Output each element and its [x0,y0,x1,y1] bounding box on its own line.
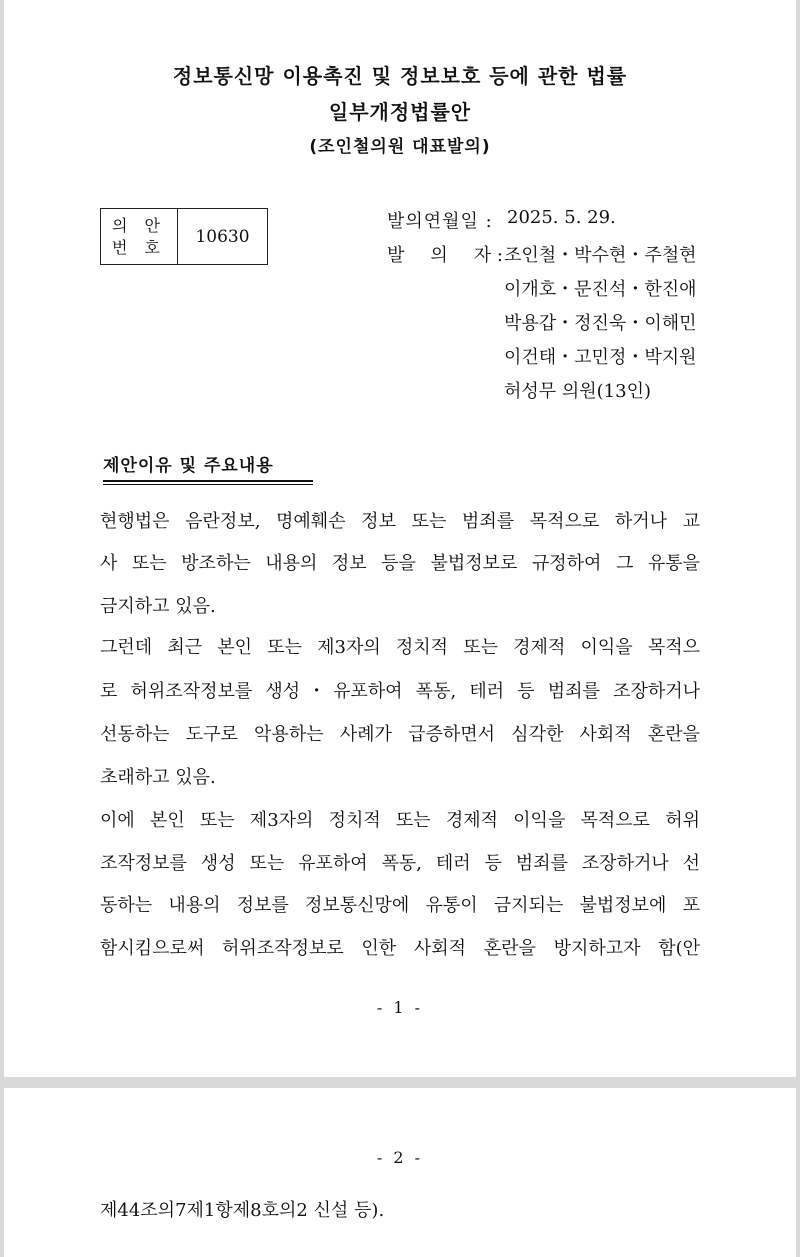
proposal-date-value: 2025. 5. 29. [507,207,616,228]
bill-number-value: 10630 [195,226,250,247]
page-number: - 2 - [376,1148,424,1167]
document-title-line-2: 일부개정법률안 [328,100,472,124]
bill-label-bottom: 번 호 [112,237,166,257]
section-heading: 제안이유 및 주요내용 [103,456,274,476]
proposer-line: 조인철・박수현・주철현 [504,245,697,266]
body-line: 선동하는 도구로 악용하는 사례가 급증하면서 심각한 사회적 혼란을 [100,724,700,745]
proposer-line: 이개호・문진석・한진애 [504,279,697,300]
document-title-line-1: 정보통신망 이용촉진 및 정보보호 등에 관한 법률 [172,64,628,88]
body-line: 현행법은 음란정보, 명예훼손 정보 또는 범죄를 목적으로 하거나 교 [100,511,700,532]
body-line: 함시킴으로써 허위조작정보로 인한 사회적 혼란을 방지하고자 함(안 [100,938,700,959]
body-line: 제44조의7제1항제8호의2 신설 등). [100,1200,385,1221]
section-heading-underline [103,480,313,482]
bill-number-label [101,209,178,264]
body-line: 금지하고 있음. [100,596,216,617]
proposer-line: 이건태・고민정・박지원 [504,347,697,368]
body-line: 그런데 최근 본인 또는 제3자의 정치적 또는 경제적 이익을 목적으 [100,637,700,658]
bill-number-box [100,208,268,265]
body-line: 조작정보를 생성 또는 유포하여 폭동, 테러 등 범죄를 조장하거나 선 [100,853,700,874]
proposer-label: 발 의 자 : [387,245,503,266]
section-heading-underline [103,484,313,485]
body-line: 이에 본인 또는 제3자의 정치적 또는 경제적 이익을 목적으로 허위 [100,810,700,831]
body-line: 사 또는 방조하는 내용의 정보 등을 불법정보로 규정하여 그 유통을 [100,553,700,574]
document-page-1 [4,0,796,1077]
body-line: 초래하고 있음. [100,767,216,788]
body-line: 로 허위조작정보를 생성・유포하여 폭동, 테러 등 범죄를 조장하거나 [100,681,700,702]
document-title-sponsor: (조인철의원 대표발의) [309,137,491,157]
bill-label-top: 의 안 [112,215,166,235]
body-line: 동하는 내용의 정보를 정보통신망에 유통이 금지되는 불법정보에 포 [100,895,700,916]
proposer-line: 허성무 의원(13인) [504,381,651,402]
proposal-date-label: 발의연월일 : [387,211,493,232]
document-page-2 [4,1088,796,1257]
page-number: - 1 - [376,998,424,1017]
proposer-line: 박용갑・정진욱・이해민 [504,313,697,334]
